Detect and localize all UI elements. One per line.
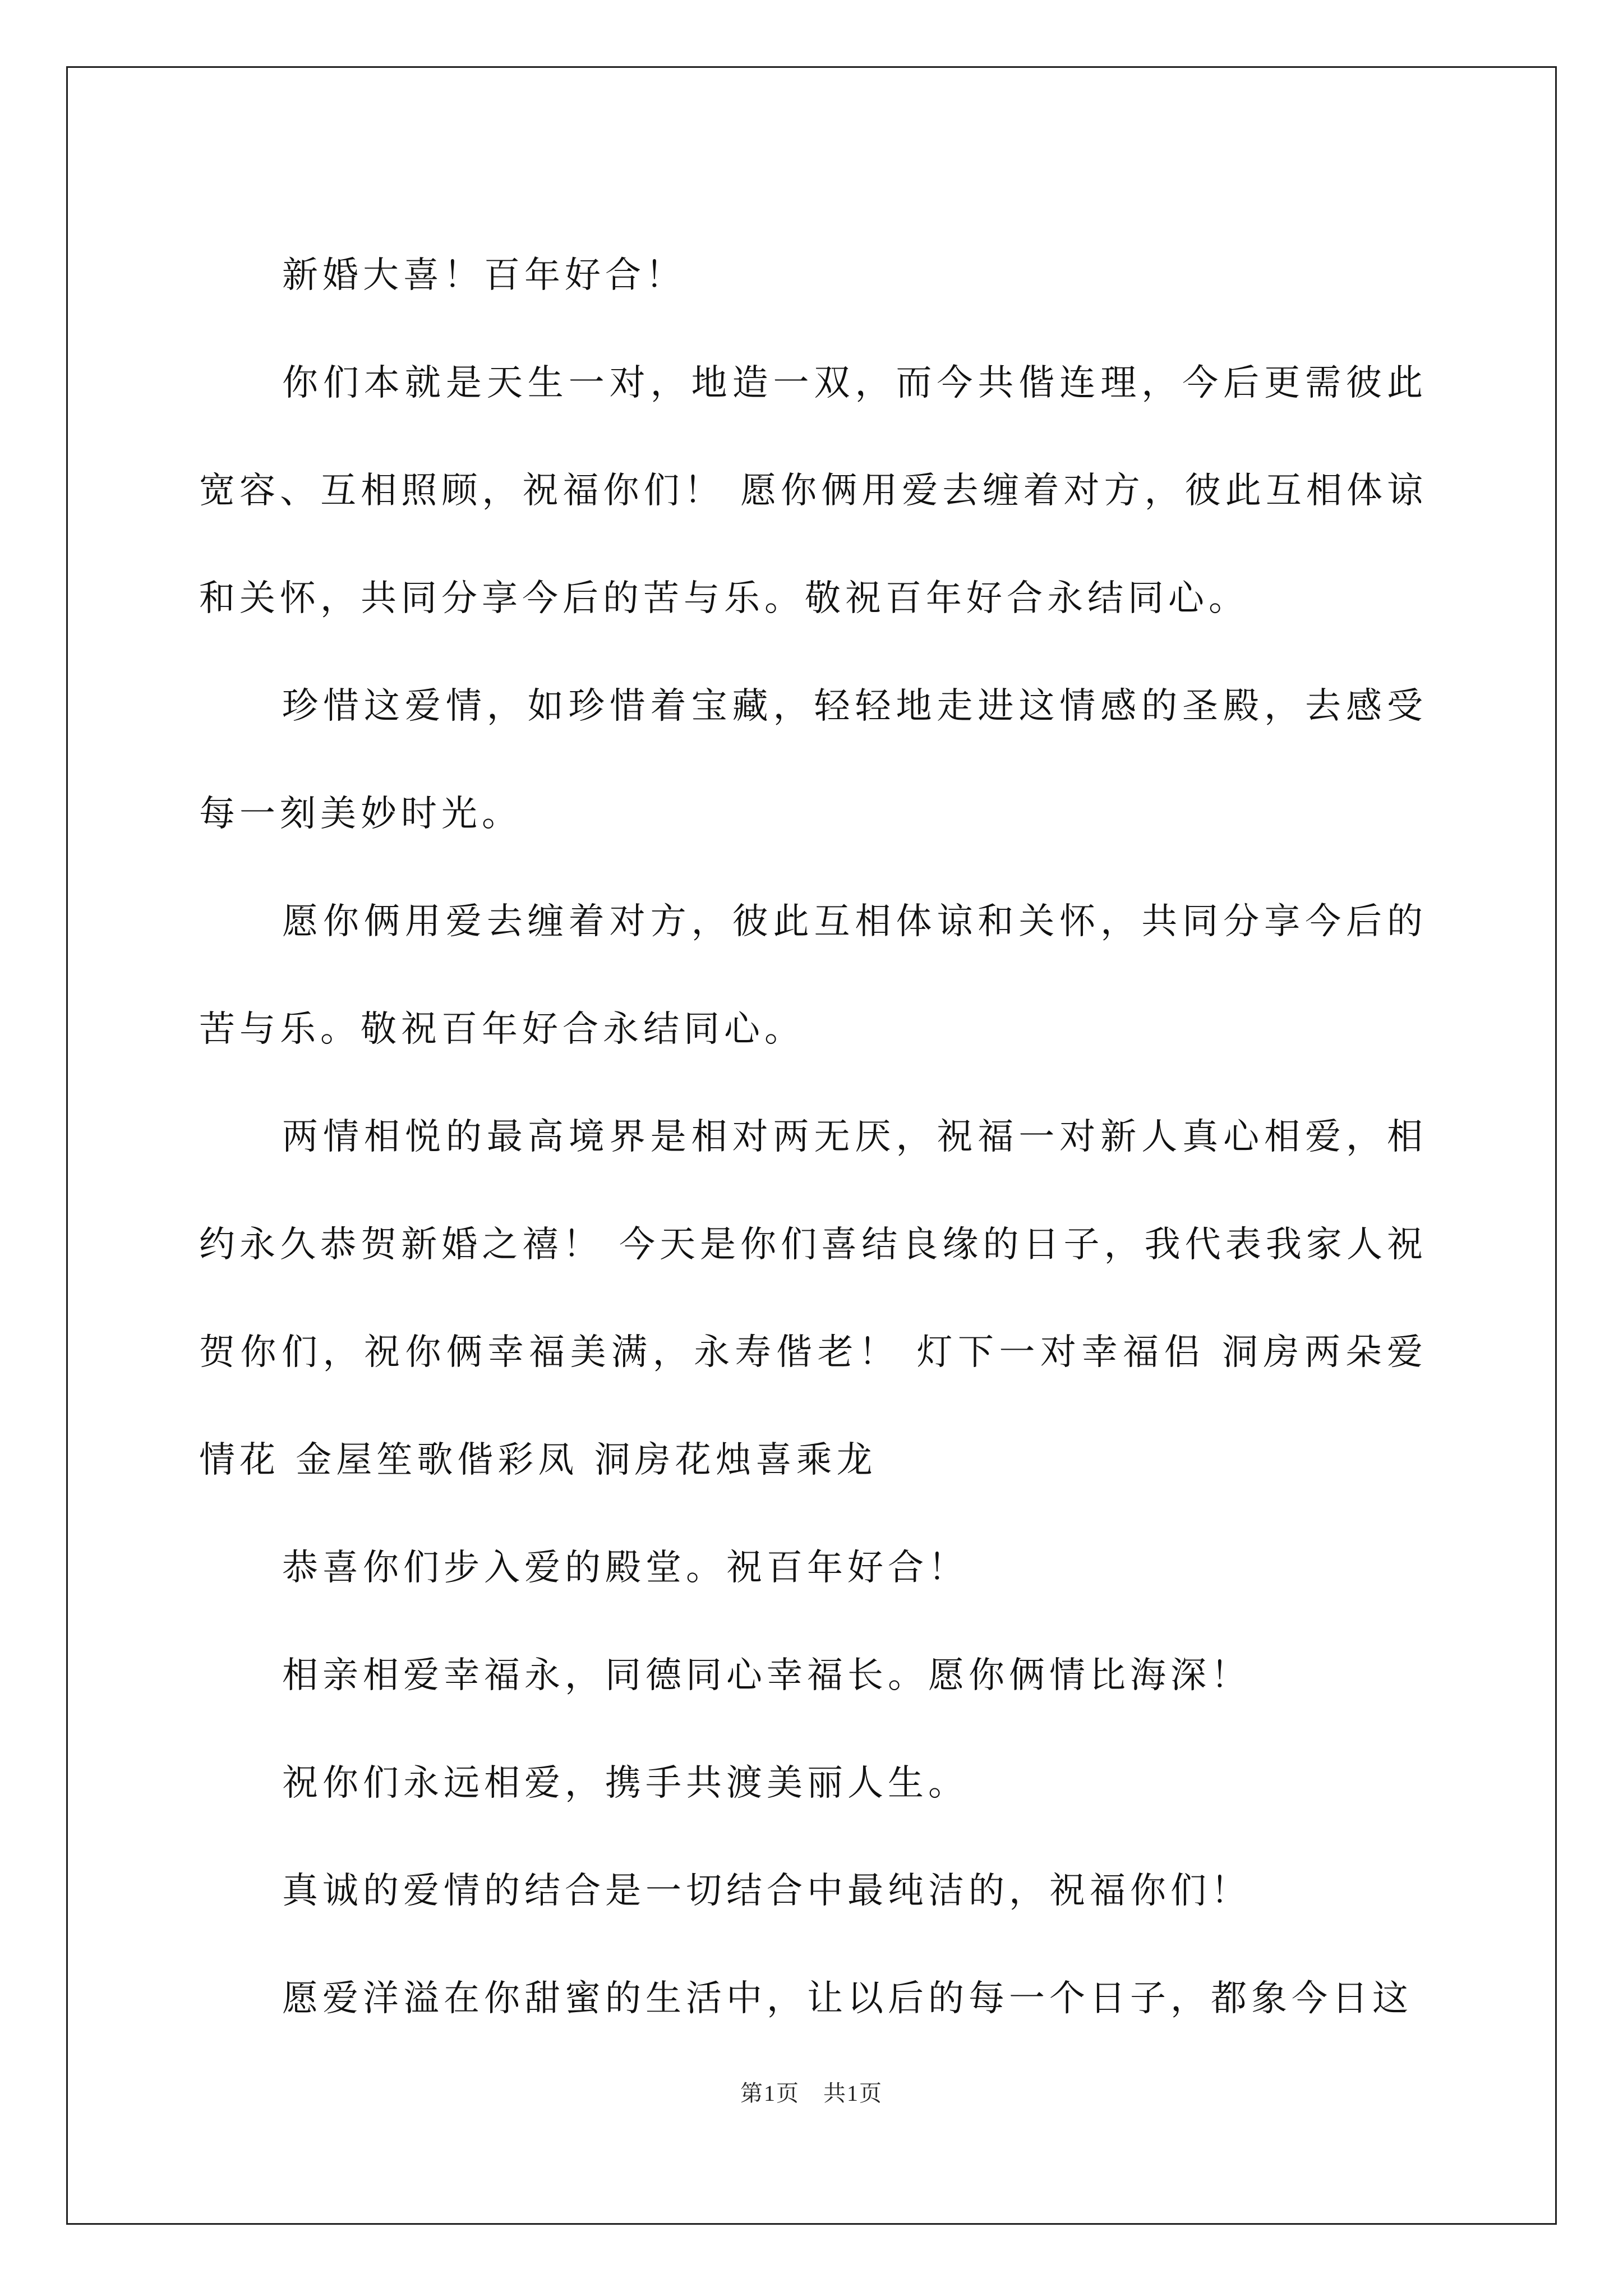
- paragraph-3: 珍惜这爱情，如珍惜着宝藏，轻轻地走进这情感的圣殿，去感受每一刻美妙时光。: [199, 685, 1427, 835]
- paragraph-7: 相亲相爱幸福永，同德同心幸福长。愿你俩情比海深！: [282, 1655, 1251, 1696]
- paragraph-2: 你们本就是天生一对，地造一双，而今共偕连理，今后更需彼此宽容、互相照顾，祝福你们！ 愿你俩用爱去缠着对方，彼此互相体谅和关怀，共同分享今后的苦与乐。敬祝百年好合永结同心。: [199, 362, 1427, 619]
- paragraph-1: 新婚大喜！百年好合！: [282, 255, 686, 296]
- paragraph-10: 愿爱洋溢在你甜蜜的生活中，让以后的每一个日子，都象今日这: [282, 1978, 1413, 2019]
- page-footer: 第1页 共1页: [740, 2081, 883, 2106]
- paragraph-5: 两情相悦的最高境界是相对两无厌，祝福一对新人真心相爱，相约永久恭贺新婚之禧！ 今天是你们喜结良缘的日子，我代表我家人祝贺你们，祝你俩幸福美满，永寿偕老！ 灯下一对幸福侣 洞房两朵爱情花 金屋笙歌偕彩凤 洞房花烛喜乘龙: [199, 1116, 1427, 1481]
- paragraph-9: 真诚的爱情的结合是一切结合中最纯洁的，祝福你们！: [282, 1870, 1251, 1912]
- paragraph-6: 恭喜你们步入爱的殿堂。祝百年好合！: [282, 1547, 969, 1589]
- paragraph-4: 愿你俩用爱去缠着对方，彼此互相体谅和关怀，共同分享今后的苦与乐。敬祝百年好合永结同心。: [199, 901, 1427, 1050]
- paragraph-8: 祝你们永远相爱，携手共渡美丽人生。: [282, 1763, 969, 1804]
- document-body: [199, 222, 1427, 2053]
